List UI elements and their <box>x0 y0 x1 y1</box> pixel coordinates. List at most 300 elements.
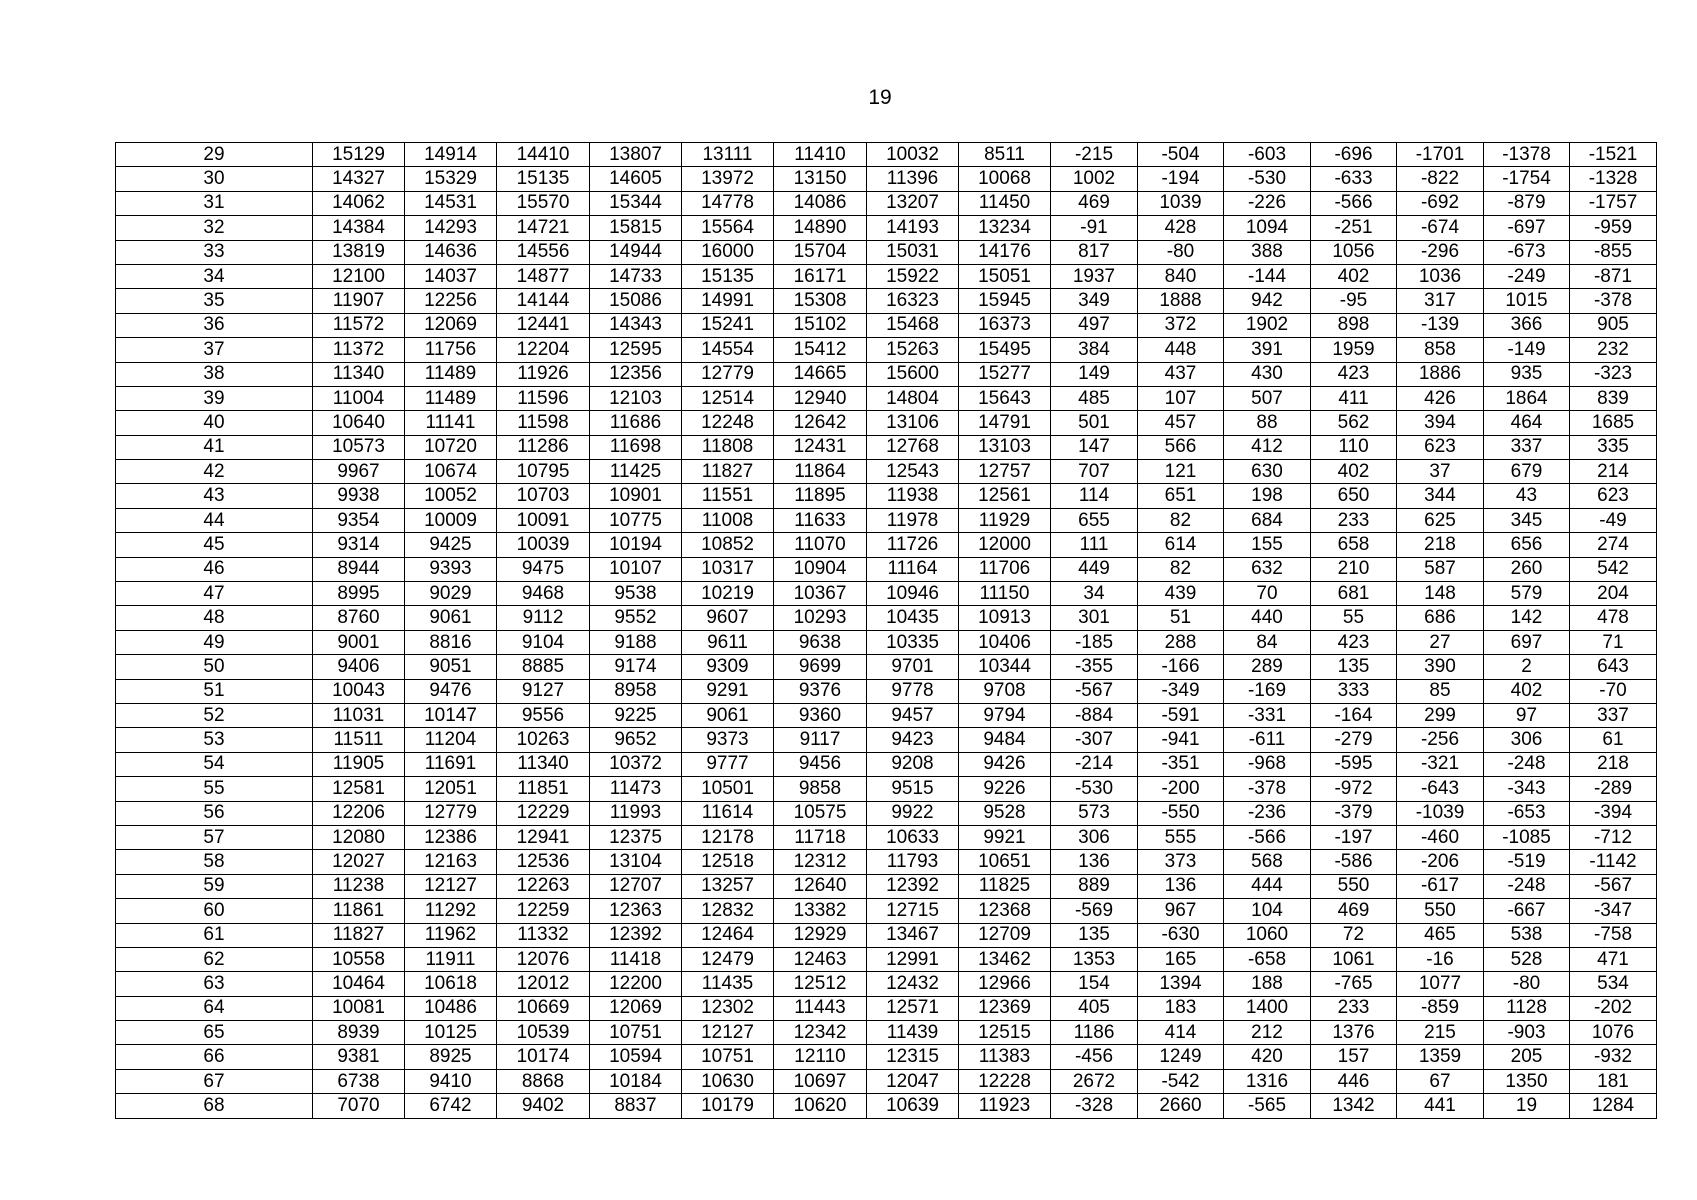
table-cell: 14890 <box>774 216 867 240</box>
table-cell: 12392 <box>590 923 682 947</box>
table-cell: 478 <box>1570 606 1657 630</box>
table-cell: 9922 <box>867 801 959 825</box>
table-cell: 14293 <box>405 216 497 240</box>
table-cell: 12432 <box>867 972 959 996</box>
table-cell: 12707 <box>590 874 682 898</box>
table-cell: 14327 <box>313 167 405 191</box>
table-cell: 2672 <box>1051 1069 1138 1093</box>
table-cell: -321 <box>1397 752 1484 776</box>
table-cell: 11923 <box>959 1094 1051 1118</box>
table-cell: 13807 <box>590 143 682 167</box>
table-cell: -519 <box>1484 850 1570 874</box>
table-row <box>116 289 1657 313</box>
table-cell: -343 <box>1484 777 1570 801</box>
table-cell: 426 <box>1397 386 1484 410</box>
table-cell: 12595 <box>590 338 682 362</box>
table-cell: 1002 <box>1051 167 1138 191</box>
table-cell: 10618 <box>405 972 497 996</box>
table-cell: 11698 <box>590 435 682 459</box>
row-index-cell: 55 <box>116 777 313 801</box>
table-cell: 71 <box>1570 630 1657 654</box>
table-cell: 8511 <box>959 143 1051 167</box>
table-cell: 528 <box>1484 947 1570 971</box>
table-cell: 97 <box>1484 703 1570 727</box>
row-index-cell: 57 <box>116 825 313 849</box>
table-cell: 16171 <box>774 264 867 288</box>
table-cell: -1754 <box>1484 167 1570 191</box>
table-cell: -80 <box>1138 240 1224 264</box>
table-cell: 12779 <box>682 362 774 386</box>
table-cell: 2 <box>1484 655 1570 679</box>
table-cell: 136 <box>1051 850 1138 874</box>
table-cell: 1128 <box>1484 996 1570 1020</box>
table-cell: 12640 <box>774 874 867 898</box>
table-cell: 10852 <box>682 533 774 557</box>
table-cell: 136 <box>1138 874 1224 898</box>
table-cell: 11070 <box>774 533 867 557</box>
table-cell: 12206 <box>313 801 405 825</box>
table-cell: 9061 <box>682 703 774 727</box>
row-index-cell: 34 <box>116 264 313 288</box>
data-table <box>115 142 1657 1119</box>
table-cell: 15704 <box>774 240 867 264</box>
table-cell: -166 <box>1138 655 1224 679</box>
table-cell: 6738 <box>313 1069 405 1093</box>
table-row <box>116 728 1657 752</box>
table-cell: 420 <box>1224 1045 1311 1069</box>
table-cell: 9354 <box>313 508 405 532</box>
table-cell: 9858 <box>774 777 867 801</box>
table-cell: 623 <box>1397 435 1484 459</box>
table-cell: 188 <box>1224 972 1311 996</box>
table-cell: 967 <box>1138 899 1224 923</box>
table-cell: 12757 <box>959 460 1051 484</box>
table-row <box>116 1069 1657 1093</box>
row-index-cell: 49 <box>116 630 313 654</box>
table-cell: 14556 <box>497 240 590 264</box>
table-cell: 288 <box>1138 630 1224 654</box>
table-cell: -256 <box>1397 728 1484 752</box>
table-row <box>116 630 1657 654</box>
table-cell: 10184 <box>590 1069 682 1093</box>
table-cell: -139 <box>1397 313 1484 337</box>
table-cell: 10913 <box>959 606 1051 630</box>
table-cell: -95 <box>1311 289 1397 313</box>
table-cell: -307 <box>1051 728 1138 752</box>
table-cell: 84 <box>1224 630 1311 654</box>
table-cell: 104 <box>1224 899 1311 923</box>
table-cell: 218 <box>1570 752 1657 776</box>
table-cell: 1039 <box>1138 191 1224 215</box>
table-cell: 10901 <box>590 484 682 508</box>
table-cell: 9406 <box>313 655 405 679</box>
table-cell: 11864 <box>774 460 867 484</box>
table-cell: -859 <box>1397 996 1484 1020</box>
table-cell: 573 <box>1051 801 1138 825</box>
table-cell: 9104 <box>497 630 590 654</box>
table-cell: 345 <box>1484 508 1570 532</box>
table-cell: -586 <box>1311 850 1397 874</box>
table-cell: 147 <box>1051 435 1138 459</box>
table-cell: 11861 <box>313 899 405 923</box>
table-cell: 1886 <box>1397 362 1484 386</box>
table-cell: 8816 <box>405 630 497 654</box>
table-cell: 233 <box>1311 508 1397 532</box>
table-cell: 11141 <box>405 411 497 435</box>
table-cell: 14804 <box>867 386 959 410</box>
table-cell: 14991 <box>682 289 774 313</box>
table-cell: 43 <box>1484 484 1570 508</box>
table-cell: 11808 <box>682 435 774 459</box>
row-index-cell: 38 <box>116 362 313 386</box>
table-cell: 402 <box>1311 460 1397 484</box>
table-cell: -855 <box>1570 240 1657 264</box>
table-cell: 82 <box>1138 508 1224 532</box>
table-cell: 88 <box>1224 411 1311 435</box>
table-cell: -347 <box>1570 899 1657 923</box>
table-cell: -378 <box>1570 289 1657 313</box>
table-cell: 15031 <box>867 240 959 264</box>
table-cell: 11450 <box>959 191 1051 215</box>
table-cell: 11511 <box>313 728 405 752</box>
table-cell: 10068 <box>959 167 1051 191</box>
table-cell: 1864 <box>1484 386 1570 410</box>
table-cell: 155 <box>1224 533 1311 557</box>
table-cell: 14343 <box>590 313 682 337</box>
table-cell: -884 <box>1051 703 1138 727</box>
table-row <box>116 1021 1657 1045</box>
table-cell: -550 <box>1138 801 1224 825</box>
table-cell: 15086 <box>590 289 682 313</box>
table-cell: 13467 <box>867 923 959 947</box>
table-cell: 183 <box>1138 996 1224 1020</box>
table-cell: 10435 <box>867 606 959 630</box>
table-cell: 204 <box>1570 582 1657 606</box>
table-cell: 11340 <box>497 752 590 776</box>
table-cell: 14037 <box>405 264 497 288</box>
table-cell: 9225 <box>590 703 682 727</box>
table-cell: 10219 <box>682 582 774 606</box>
table-cell: 9373 <box>682 728 774 752</box>
row-index-cell: 54 <box>116 752 313 776</box>
table-cell: 9051 <box>405 655 497 679</box>
table-cell: 218 <box>1397 533 1484 557</box>
row-index-cell: 29 <box>116 143 313 167</box>
table-cell: 12228 <box>959 1069 1051 1093</box>
table-cell: 840 <box>1138 264 1224 288</box>
table-cell: 1350 <box>1484 1069 1570 1093</box>
table-cell: 333 <box>1311 679 1397 703</box>
table-cell: 107 <box>1138 386 1224 410</box>
table-cell: 10464 <box>313 972 405 996</box>
table-cell: 11004 <box>313 386 405 410</box>
table-cell: -674 <box>1397 216 1484 240</box>
table-cell: 9468 <box>497 582 590 606</box>
table-cell: 15135 <box>682 264 774 288</box>
table-cell: 72 <box>1311 923 1397 947</box>
table-cell: 423 <box>1311 630 1397 654</box>
table-cell: 366 <box>1484 313 1570 337</box>
table-cell: 1061 <box>1311 947 1397 971</box>
table-cell: -697 <box>1484 216 1570 240</box>
table-cell: 679 <box>1484 460 1570 484</box>
table-cell: 9515 <box>867 777 959 801</box>
table-cell: 10575 <box>774 801 867 825</box>
table-row <box>116 557 1657 581</box>
table-cell: -591 <box>1138 703 1224 727</box>
table-row <box>116 752 1657 776</box>
table-cell: 15945 <box>959 289 1051 313</box>
table-cell: -279 <box>1311 728 1397 752</box>
table-cell: 13382 <box>774 899 867 923</box>
table-cell: 8885 <box>497 655 590 679</box>
table-cell: -202 <box>1570 996 1657 1020</box>
table-cell: 11418 <box>590 947 682 971</box>
table-cell: 630 <box>1224 460 1311 484</box>
table-cell: 299 <box>1397 703 1484 727</box>
table-cell: 14877 <box>497 264 590 288</box>
table-cell: -903 <box>1484 1021 1570 1045</box>
table-cell: 858 <box>1397 338 1484 362</box>
table-cell: 12000 <box>959 533 1051 557</box>
table-cell: 121 <box>1138 460 1224 484</box>
table-cell: 12204 <box>497 338 590 362</box>
table-cell: 10501 <box>682 777 774 801</box>
table-cell: 10486 <box>405 996 497 1020</box>
table-cell: -1085 <box>1484 825 1570 849</box>
table-cell: 11292 <box>405 899 497 923</box>
table-cell: 405 <box>1051 996 1138 1020</box>
table-cell: 10194 <box>590 533 682 557</box>
table-cell: 15344 <box>590 191 682 215</box>
row-index-cell: 45 <box>116 533 313 557</box>
table-cell: -758 <box>1570 923 1657 947</box>
table-cell: -251 <box>1311 216 1397 240</box>
table-cell: 9226 <box>959 777 1051 801</box>
table-cell: 15329 <box>405 167 497 191</box>
table-cell: 14410 <box>497 143 590 167</box>
table-cell: -673 <box>1484 240 1570 264</box>
table-cell: -185 <box>1051 630 1138 654</box>
table-cell: 13462 <box>959 947 1051 971</box>
table-cell: 34 <box>1051 582 1138 606</box>
table-cell: 12518 <box>682 850 774 874</box>
table-cell: 12642 <box>774 411 867 435</box>
table-cell: 14193 <box>867 216 959 240</box>
table-cell: 12929 <box>774 923 867 947</box>
table-cell: -1039 <box>1397 801 1484 825</box>
table-cell: 15277 <box>959 362 1051 386</box>
table-cell: 632 <box>1224 557 1311 581</box>
table-cell: 12356 <box>590 362 682 386</box>
table-cell: 8944 <box>313 557 405 581</box>
table-cell: 15051 <box>959 264 1051 288</box>
table-cell: 9457 <box>867 703 959 727</box>
table-cell: 384 <box>1051 338 1138 362</box>
table-cell: 11473 <box>590 777 682 801</box>
row-index-cell: 31 <box>116 191 313 215</box>
table-cell: 9188 <box>590 630 682 654</box>
table-cell: 1249 <box>1138 1045 1224 1069</box>
table-cell: 568 <box>1224 850 1311 874</box>
table-cell: 471 <box>1570 947 1657 971</box>
table-cell: 12263 <box>497 874 590 898</box>
table-cell: 306 <box>1051 825 1138 849</box>
table-cell: -941 <box>1138 728 1224 752</box>
table-cell: -879 <box>1484 191 1570 215</box>
table-cell: 14176 <box>959 240 1051 264</box>
table-cell: 9426 <box>959 752 1051 776</box>
table-cell: 839 <box>1570 386 1657 410</box>
table-cell: 538 <box>1484 923 1570 947</box>
table-cell: 10263 <box>497 728 590 752</box>
table-cell: 10179 <box>682 1094 774 1118</box>
table-cell: -91 <box>1051 216 1138 240</box>
table-cell: 12581 <box>313 777 405 801</box>
table-cell: 9117 <box>774 728 867 752</box>
table-cell: 6742 <box>405 1094 497 1118</box>
table-cell: 12966 <box>959 972 1051 996</box>
table-cell: 11596 <box>497 386 590 410</box>
table-cell: 817 <box>1051 240 1138 264</box>
table-row <box>116 338 1657 362</box>
table-cell: 10620 <box>774 1094 867 1118</box>
table-cell: 12103 <box>590 386 682 410</box>
table-cell: 55 <box>1311 606 1397 630</box>
table-cell: 13104 <box>590 850 682 874</box>
table-cell: 11793 <box>867 850 959 874</box>
table-cell: 9528 <box>959 801 1051 825</box>
table-cell: 11238 <box>313 874 405 898</box>
table-cell: 12375 <box>590 825 682 849</box>
table-cell: 10775 <box>590 508 682 532</box>
table-cell: 441 <box>1397 1094 1484 1118</box>
table-cell: 1353 <box>1051 947 1138 971</box>
table-cell: 9456 <box>774 752 867 776</box>
table-cell: 12715 <box>867 899 959 923</box>
table-cell: 337 <box>1484 435 1570 459</box>
table-cell: 542 <box>1570 557 1657 581</box>
table-cell: -712 <box>1570 825 1657 849</box>
table-cell: -630 <box>1138 923 1224 947</box>
table-cell: 135 <box>1051 923 1138 947</box>
table-cell: -1521 <box>1570 143 1657 167</box>
table-cell: 439 <box>1138 582 1224 606</box>
table-cell: 444 <box>1224 874 1311 898</box>
table-cell: 10703 <box>497 484 590 508</box>
table-cell: -394 <box>1570 801 1657 825</box>
table-cell: -633 <box>1311 167 1397 191</box>
table-cell: 9967 <box>313 460 405 484</box>
table-cell: 15308 <box>774 289 867 313</box>
table-cell: 344 <box>1397 484 1484 508</box>
table-body <box>116 143 1657 1119</box>
table-row <box>116 899 1657 923</box>
table-cell: 11686 <box>590 411 682 435</box>
row-index-cell: 53 <box>116 728 313 752</box>
table-cell: 9484 <box>959 728 1051 752</box>
table-row <box>116 923 1657 947</box>
table-cell: 446 <box>1311 1069 1397 1093</box>
table-cell: 15495 <box>959 338 1051 362</box>
table-cell: -456 <box>1051 1045 1138 1069</box>
table-cell: 11439 <box>867 1021 959 1045</box>
row-index-cell: 61 <box>116 923 313 947</box>
table-cell: 9208 <box>867 752 959 776</box>
table-cell: 9652 <box>590 728 682 752</box>
table-cell: 402 <box>1484 679 1570 703</box>
table-cell: 10174 <box>497 1045 590 1069</box>
table-cell: -144 <box>1224 264 1311 288</box>
table-cell: 10091 <box>497 508 590 532</box>
table-row <box>116 1094 1657 1118</box>
table-cell: 625 <box>1397 508 1484 532</box>
table-cell: 1902 <box>1224 313 1311 337</box>
table-row <box>116 484 1657 508</box>
table-cell: 1959 <box>1311 338 1397 362</box>
table-cell: 148 <box>1397 582 1484 606</box>
table-cell: 10697 <box>774 1069 867 1093</box>
table-cell: 11286 <box>497 435 590 459</box>
table-cell: 13207 <box>867 191 959 215</box>
table-cell: 67 <box>1397 1069 1484 1093</box>
table-cell: -765 <box>1311 972 1397 996</box>
table-cell: 889 <box>1051 874 1138 898</box>
table-cell: 232 <box>1570 338 1657 362</box>
table-cell: 205 <box>1484 1045 1570 1069</box>
table-cell: 394 <box>1397 411 1484 435</box>
table-cell: -296 <box>1397 240 1484 264</box>
table-cell: 9556 <box>497 703 590 727</box>
table-cell: -692 <box>1397 191 1484 215</box>
table-cell: 428 <box>1138 216 1224 240</box>
table-cell: 12312 <box>774 850 867 874</box>
table-cell: 9777 <box>682 752 774 776</box>
table-cell: 507 <box>1224 386 1311 410</box>
table-cell: 8837 <box>590 1094 682 1118</box>
table-row <box>116 313 1657 337</box>
table-cell: 10946 <box>867 582 959 606</box>
row-index-cell: 51 <box>116 679 313 703</box>
table-cell: 10904 <box>774 557 867 581</box>
table-cell: -215 <box>1051 143 1138 167</box>
table-cell: 12200 <box>590 972 682 996</box>
table-cell: 12127 <box>682 1021 774 1045</box>
table-cell: 215 <box>1397 1021 1484 1045</box>
table-cell: 12051 <box>405 777 497 801</box>
table-cell: 497 <box>1051 313 1138 337</box>
table-cell: 555 <box>1138 825 1224 849</box>
table-cell: 1077 <box>1397 972 1484 996</box>
table-cell: 14605 <box>590 167 682 191</box>
table-cell: 12392 <box>867 874 959 898</box>
table-cell: 11905 <box>313 752 405 776</box>
table-cell: 11851 <box>497 777 590 801</box>
table-cell: 707 <box>1051 460 1138 484</box>
row-index-cell: 56 <box>116 801 313 825</box>
table-cell: 12536 <box>497 850 590 874</box>
table-cell: 110 <box>1311 435 1397 459</box>
table-cell: 10317 <box>682 557 774 581</box>
table-cell: 11204 <box>405 728 497 752</box>
table-cell: 2660 <box>1138 1094 1224 1118</box>
table-cell: 11962 <box>405 923 497 947</box>
table-cell: 12047 <box>867 1069 959 1093</box>
table-row <box>116 264 1657 288</box>
table-cell: 114 <box>1051 484 1138 508</box>
table-cell: 12248 <box>682 411 774 435</box>
table-cell: 11911 <box>405 947 497 971</box>
